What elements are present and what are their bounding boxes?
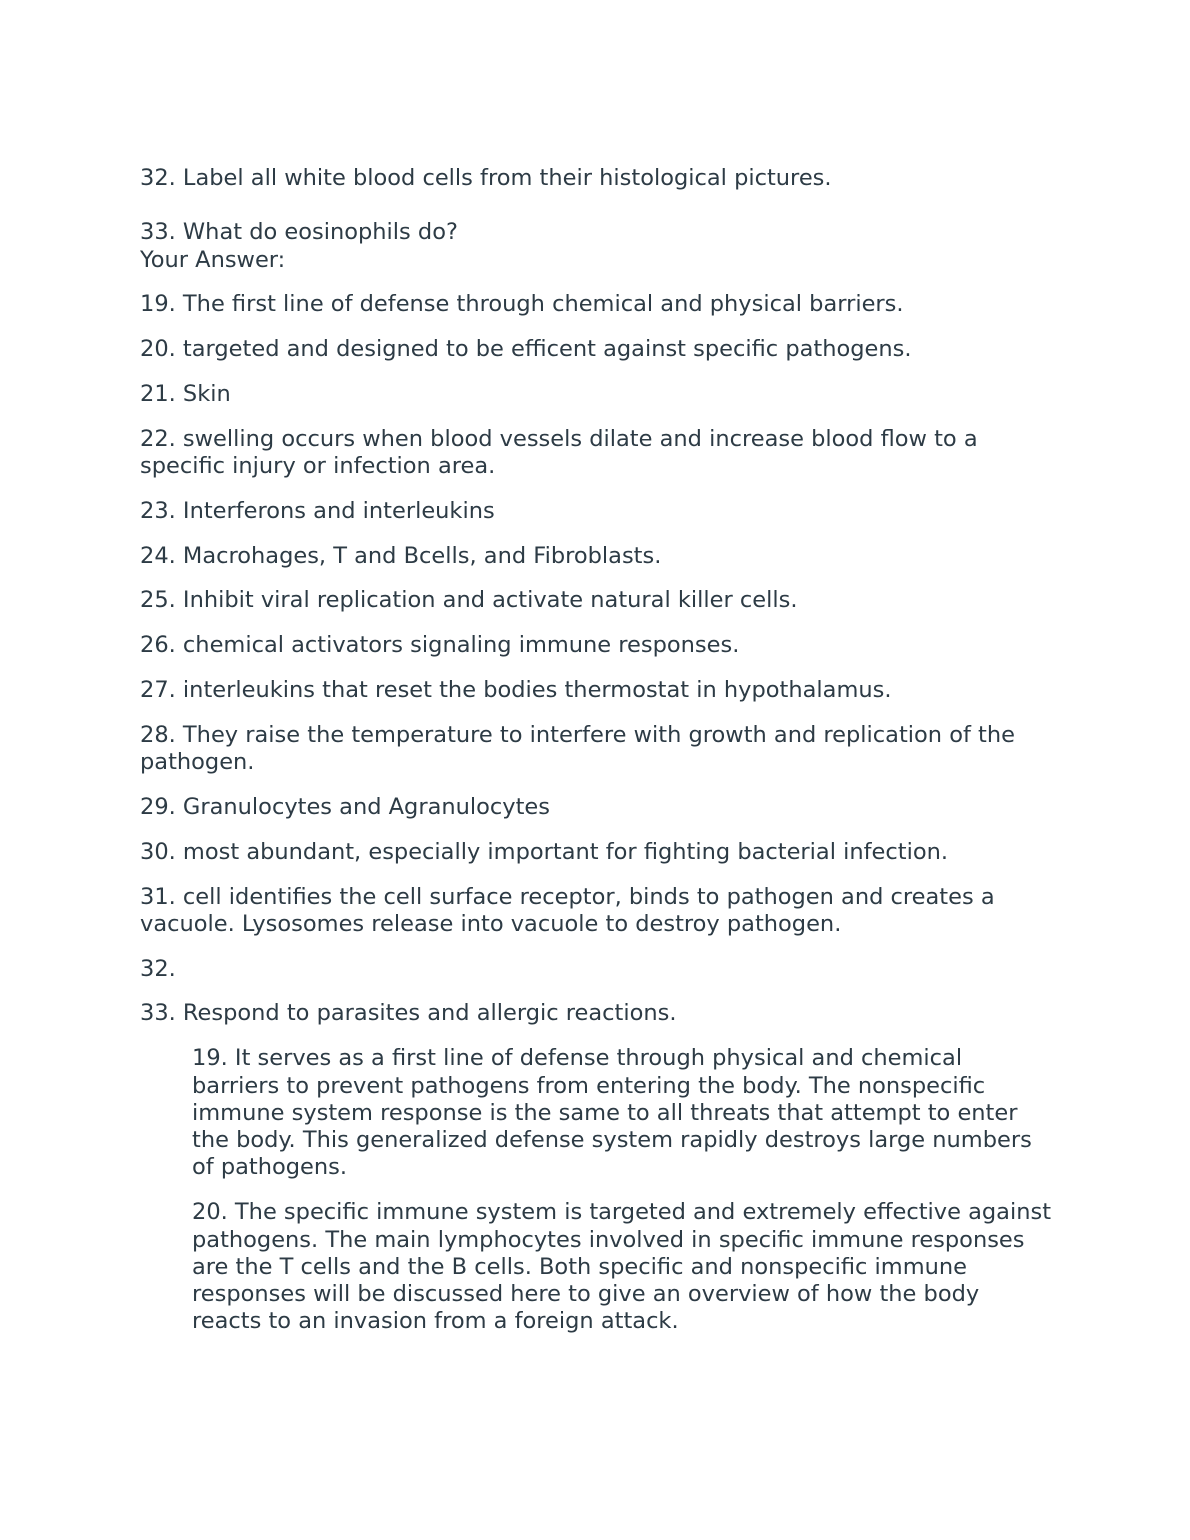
question-33: 33. What do eosinophils do? <box>140 219 458 246</box>
answer-31: 31. cell identifies the cell surface receptor, binds to pathogen and creates a vacuole. Lysosomes release into vacuole to destroy pathogen. <box>140 883 995 937</box>
question-32: 32. Label all white blood cells from their histological pictures. <box>140 165 832 191</box>
your-answer-label: Your Answer: <box>140 246 286 273</box>
answer-26: 26. chemical activators signaling immune responses. <box>140 632 740 659</box>
answer-23: 23. Interferons and interleukins <box>140 497 495 524</box>
quoted-answer-19: 19. It serves as a first line of defense through physical and chemical barriers to prevent pathogens from entering the body. The nonspecific immune system response is the same to all threats that attempt to enter the body. This generalized defense system rapidly destroys large numbers of pathogens. <box>192 1045 1032 1181</box>
answer-33: 33. Respond to parasites and allergic reactions. <box>140 1000 677 1027</box>
document-body <box>140 165 1060 1353</box>
answer-29: 29. Granulocytes and Agranulocytes <box>140 793 550 820</box>
answer-30: 30. most abundant, especially important for fighting bacterial infection. <box>140 838 949 865</box>
answer-27: 27. interleukins that reset the bodies thermostat in hypothalamus. <box>140 677 892 704</box>
answer-24: 24. Macrohages, T and Bcells, and Fibroblasts. <box>140 542 662 569</box>
answer-28: 28. They raise the temperature to interfere with growth and replication of the pathogen. <box>140 721 1015 776</box>
answer-21: 21. Skin <box>140 380 231 407</box>
answer-20: 20. targeted and designed to be efficent against specific pathogens. <box>140 336 912 363</box>
answer-25: 25. Inhibit viral replication and activate natural killer cells. <box>140 587 798 614</box>
quoted-answer-20: 20. The specific immune system is targeted and extremely effective against pathogens. The main lymphocytes involved in specific immune responses are the T cells and the B cells. Both specific and nonspecific immune responses will be discussed here to give an overview of how the body reacts to an invasion from a foreign attack. <box>192 1199 1052 1335</box>
answer-32: 32. <box>140 955 176 982</box>
answer-19: 19. The first line of defense through chemical and physical barriers. <box>140 291 904 318</box>
answer-22: 22. swelling occurs when blood vessels dilate and increase blood flow to a specific injury or infection area. <box>140 425 978 480</box>
